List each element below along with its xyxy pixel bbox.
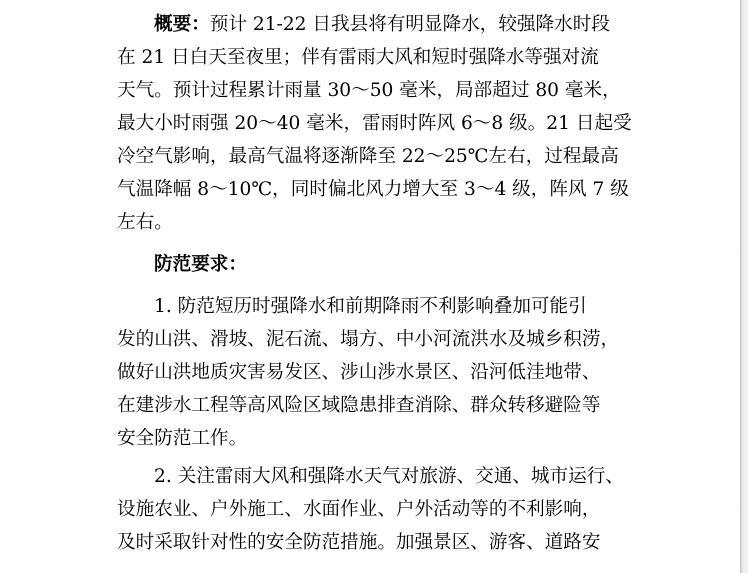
overview-heading: 概要： <box>154 14 210 35</box>
page-shadow-edge <box>740 0 748 573</box>
item-1-line-3: 做好山洪地质灾害易发区、涉山涉水景区、沿河低洼地带、 <box>117 362 601 383</box>
overview-line-4: 最大小时雨强 20～40 毫米，雷雨时阵风 6～8 级。21 日起受 <box>117 113 632 134</box>
overview-line-7: 左右。 <box>117 212 173 233</box>
item-2-line-3: 及时采取针对性的安全防范措施。加强景区、游客、道路安 <box>117 532 601 553</box>
item-1-line-4: 在建涉水工程等高风险区域隐患排查消除、群众转移避险等 <box>117 395 601 416</box>
overview-line-1 <box>154 8 610 42</box>
item-2-line-1: 2. 关注雷雨大风和强降水天气对旅游、交通、城市运行、 <box>154 466 624 487</box>
overview-line-6: 气温降幅 8～10℃，同时偏北风力增大至 3～4 级，阵风 7 级 <box>117 179 629 200</box>
overview-text: 预计 21-22 日我县将有明显降水，较强降水时段 <box>209 14 610 35</box>
overview-line-2: 在 21 日白天至夜里；伴有雷雨大风和短时强降水等强对流 <box>117 47 599 68</box>
item-1-line-2: 发的山洪、滑坡、泥石流、塌方、中小河流洪水及城乡积涝， <box>117 329 620 350</box>
overview-line-3: 天气。预计过程累计雨量 30～50 毫米，局部超过 80 毫米， <box>117 80 621 101</box>
item-1-line-1: 1. 防范短历时强降水和前期降雨不利影响叠加可能引 <box>154 296 587 317</box>
item-2-line-2: 设施农业、户外施工、水面作业、户外活动等的不利影响， <box>117 499 601 520</box>
requirements-heading: 防范要求： <box>154 254 247 275</box>
overview-line-5: 冷空气影响，最高气温将逐渐降至 22～25℃左右，过程最高 <box>117 146 619 167</box>
item-1-line-5: 安全防范工作。 <box>117 428 248 449</box>
